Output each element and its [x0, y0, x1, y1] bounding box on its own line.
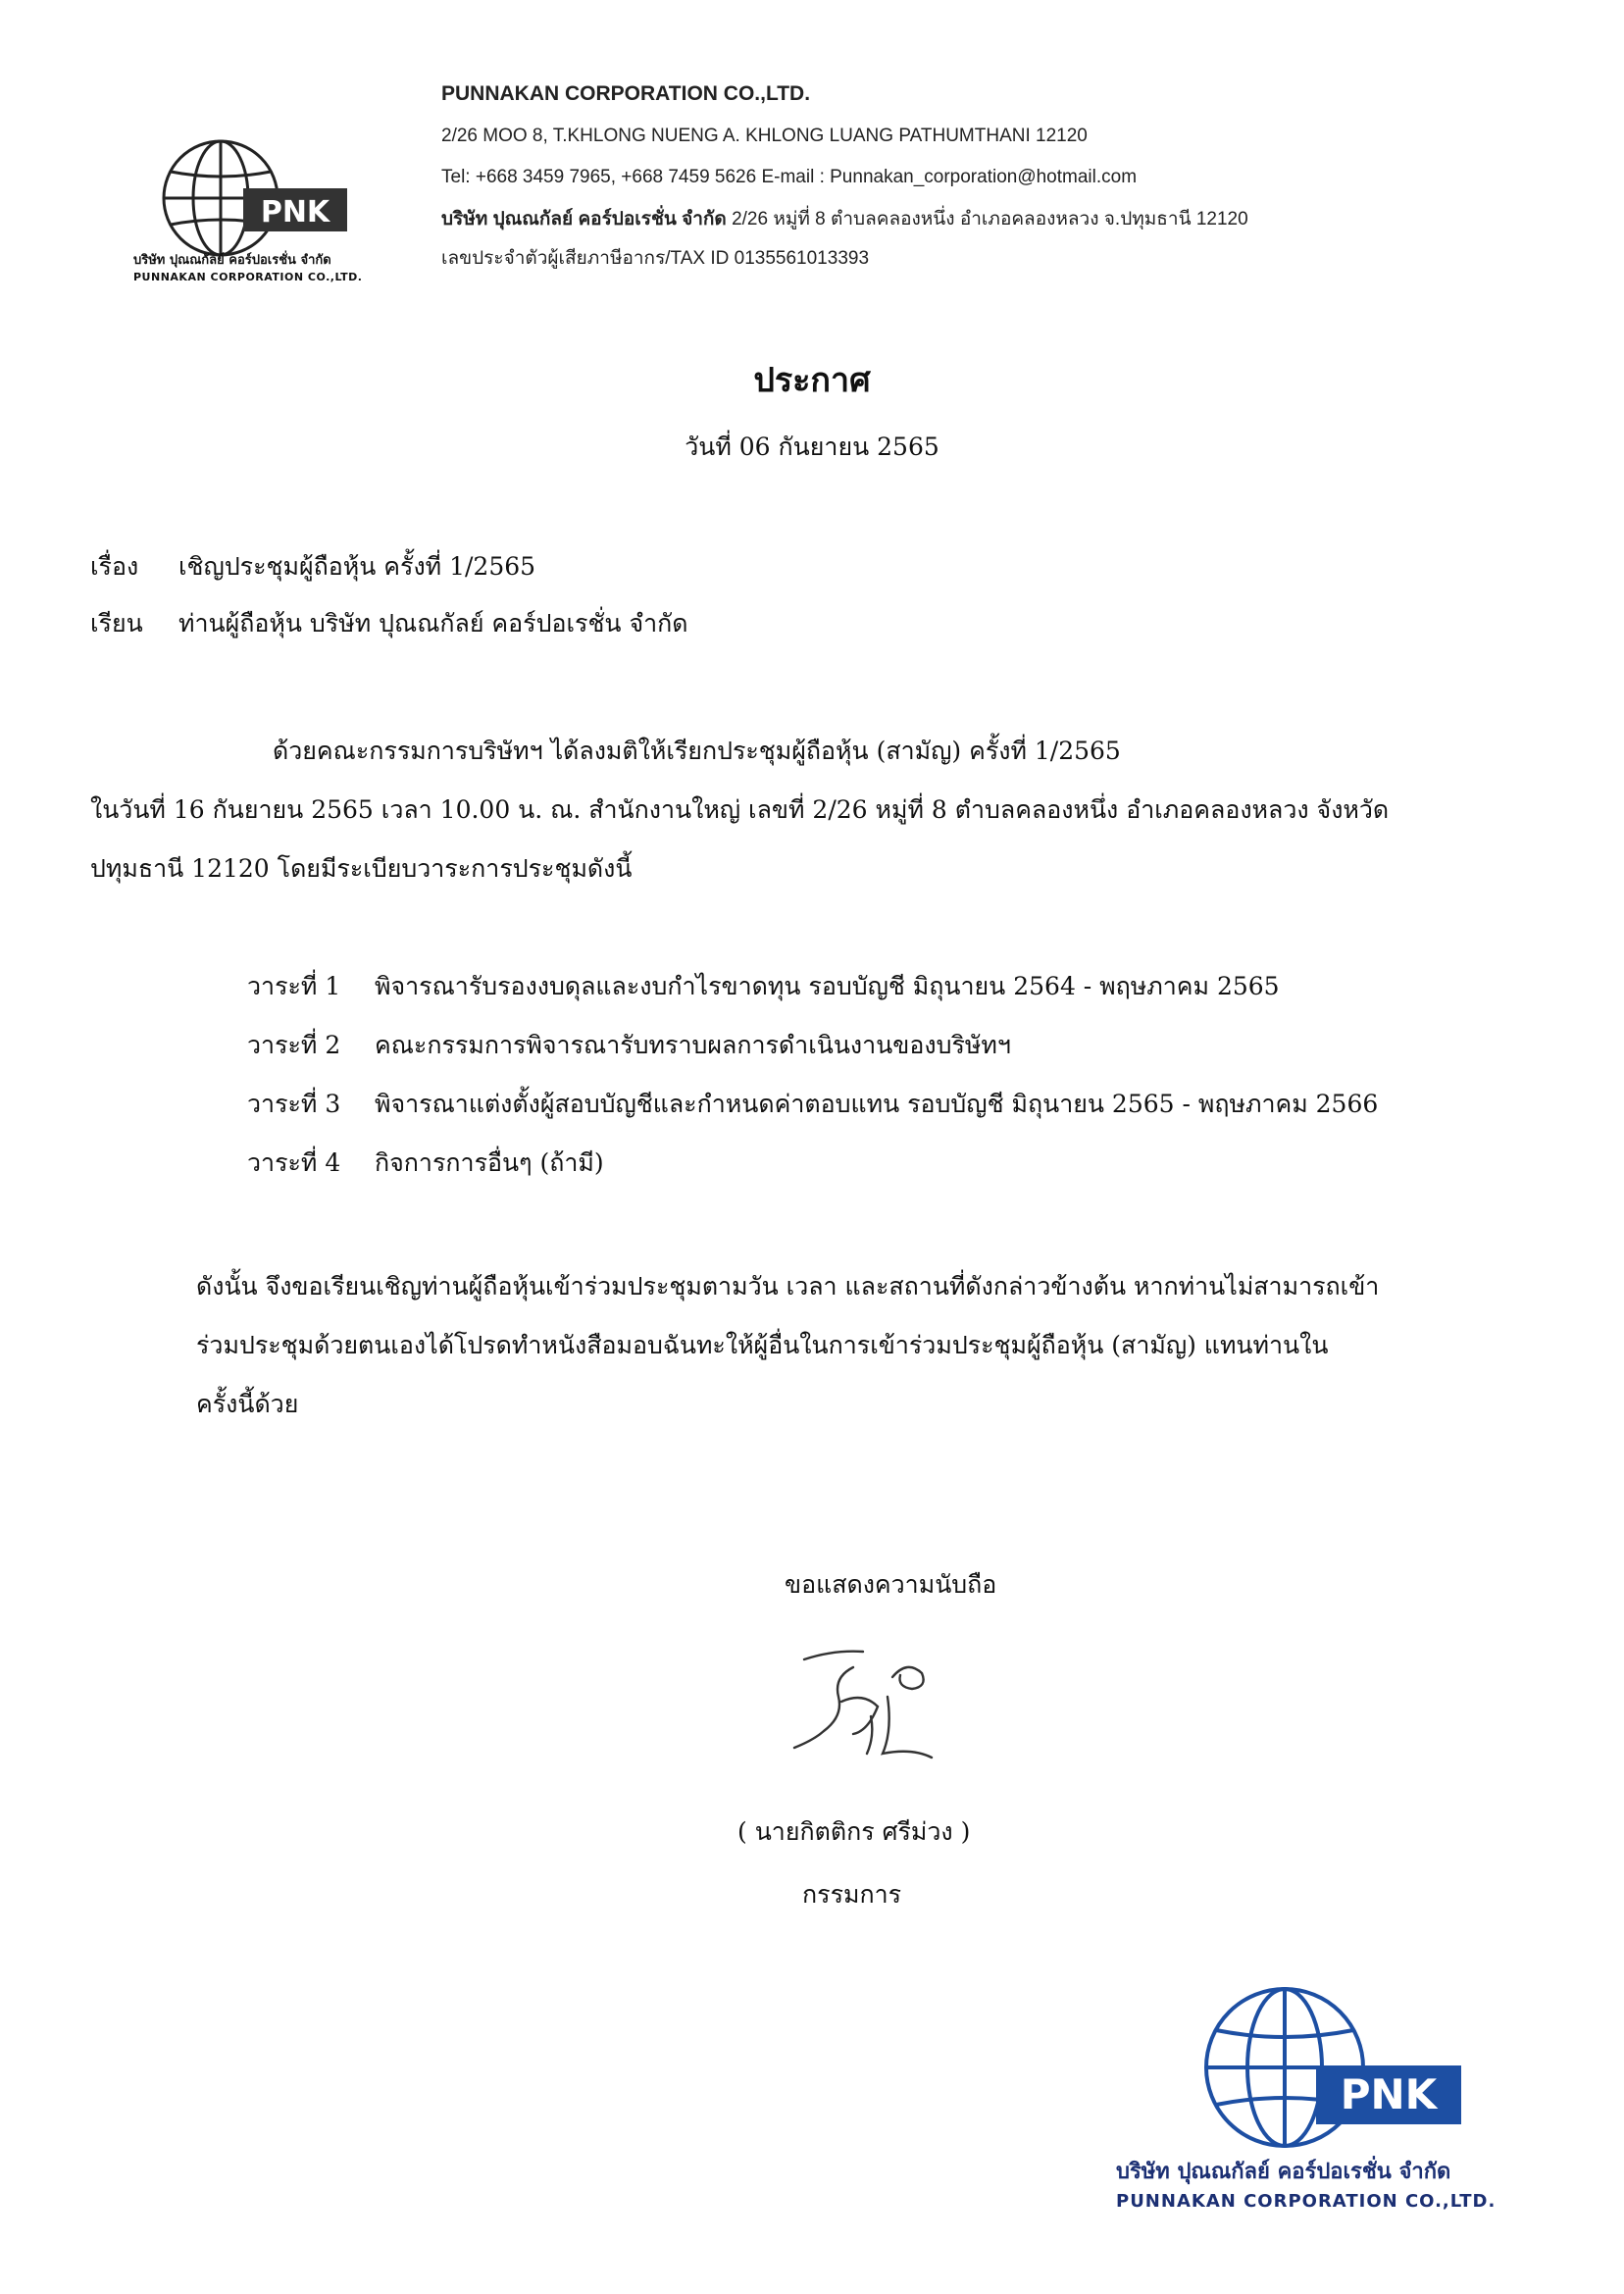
company-address-en: 2/26 MOO 8, T.KHLONG NUENG A. KHLONG LUANG PATHUMTHANI 12120 [441, 126, 1088, 146]
stamp-caption-en: PUNNAKAN CORPORATION CO.,LTD. [1116, 2191, 1497, 2212]
globe-logo-icon [127, 127, 392, 265]
agenda-label: วาระที่ 2 [247, 1031, 341, 1059]
closing-line-3: ครั้งนี้ด้วย [196, 1390, 299, 1418]
globe-stamp-icon [1098, 1971, 1510, 2158]
agenda-item [247, 1085, 1378, 1128]
svg-text:PNK: PNK [260, 195, 330, 229]
agenda-label: วาระที่ 4 [247, 1148, 341, 1177]
to-line [90, 604, 688, 643]
signature-image [785, 1638, 961, 1785]
agenda-item [247, 967, 1378, 1010]
agenda-text: กิจการการอื่นๆ (ถ้ามี) [375, 1148, 604, 1177]
to-label: เรียน [90, 609, 143, 637]
subject-line [90, 547, 535, 586]
agenda-text: พิจารณารับรองงบดุลและงบกำไรขาดทุน รอบบัญชี มิถุนายน 2564 - พฤษภาคม 2565 [375, 972, 1280, 1000]
subject-label: เรื่อง [90, 552, 139, 581]
closing-line-1: ดังนั้น จึงขอเรียนเชิญท่านผู้ถือหุ้นเข้าร่วมประชุมตามวัน เวลา และสถานที่ดังกล่าวข้างต้น หากท่านไม่สามารถเข้า [196, 1272, 1380, 1300]
company-tax-id: เลขประจำตัวผู้เสียภาษีอากร/TAX ID 0135561013393 [441, 248, 870, 269]
body-line-1: ด้วยคณะกรรมการบริษัทฯ ได้ลงมติให้เรียกประชุมผู้ถือหุ้น (สามัญ) ครั้งที่ 1/2565 [273, 737, 1121, 765]
company-name-en: PUNNAKAN CORPORATION CO.,LTD. [441, 82, 811, 105]
company-address-th: 2/26 หมู่ที่ 8 ตำบลคลองหนึ่ง อำเภอคลองหลวง จ.ปทุมธานี 12120 [732, 209, 1248, 229]
agenda-item [247, 1026, 1378, 1069]
stamp-caption-th: บริษัท ปุณณกัลย์ คอร์ปอเรชั่น จำกัด [1116, 2160, 1451, 2184]
document-date: วันที่ 06 กันยายน 2565 [685, 433, 939, 461]
logo-caption-en: PUNNAKAN CORPORATION CO.,LTD. [133, 271, 363, 283]
logo-caption-th: บริษัท ปุณณกัลย์ คอร์ปอเรชั่น จำกัด [133, 253, 331, 268]
agenda-label: วาระที่ 1 [247, 972, 341, 1000]
document-title: ประกาศ [753, 361, 871, 400]
agenda-text: คณะกรรมการพิจารณารับทราบผลการดำเนินงานของบริษัทฯ [375, 1031, 1011, 1059]
body-line-3: ปทุมธานี 12120 โดยมีระเบียบวาระการประชุมดังนี้ [90, 854, 633, 883]
svg-text:PNK: PNK [1340, 2070, 1438, 2118]
agenda-label: วาระที่ 3 [247, 1090, 341, 1118]
company-contact: Tel: +668 3459 7965, +668 7459 5626 E-mail : Punnakan_corporation@hotmail.com [441, 167, 1138, 187]
signer-title: กรรมการ [802, 1880, 902, 1909]
agenda-list [247, 967, 1378, 1187]
company-address-th-line [441, 204, 1248, 233]
regards: ขอแสดงความนับถือ [785, 1570, 997, 1599]
subject-text: เชิญประชุมผู้ถือหุ้น ครั้งที่ 1/2565 [178, 552, 536, 581]
to-text: ท่านผู้ถือหุ้น บริษัท ปุณณกัลย์ คอร์ปอเรชั่น จำกัด [178, 609, 688, 637]
header-logo [127, 127, 392, 294]
agenda-item [247, 1144, 1378, 1187]
body-line-2: ในวันที่ 16 กันยายน 2565 เวลา 10.00 น. ณ. สำนักงานใหญ่ เลขที่ 2/26 หมู่ที่ 8 ตำบลคลองหนึ่ง อำเภอคลองหลวง จังหวัด [90, 795, 1390, 824]
signer-name: ( นายกิตติกร ศรีม่วง ) [737, 1817, 971, 1846]
closing-line-2: ร่วมประชุมด้วยตนเองได้โปรดทำหนังสือมอบฉันทะให้ผู้อื่นในการเข้าร่วมประชุมผู้ถือหุ้น (สามัญ) แทนท่านใน [196, 1331, 1329, 1359]
agenda-text: พิจารณาแต่งตั้งผู้สอบบัญชีและกำหนดค่าตอบแทน รอบบัญชี มิถุนายน 2565 - พฤษภาคม 2566 [375, 1090, 1379, 1118]
company-name-th: บริษัท ปุณณกัลย์ คอร์ปอเรชั่น จำกัด [441, 209, 727, 229]
company-stamp [1098, 1971, 1510, 2246]
